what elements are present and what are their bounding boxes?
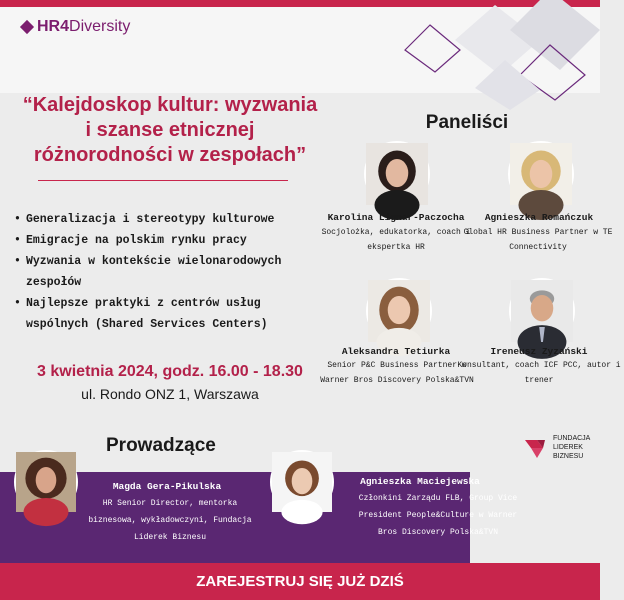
foundation-line: LIDEREK <box>553 444 583 451</box>
panelist-role: Socjolożka, edukatorka, coach i ekspertka HR <box>321 228 471 252</box>
foundation-line: BIZNESU <box>553 453 584 460</box>
host-photo <box>270 450 334 514</box>
panelist-photo <box>509 278 575 344</box>
event-date: 3 kwietnia 2024, godz. 16.00 - 18.30 <box>37 363 303 380</box>
host-role: HR Senior Director, mentorka biznesowa, wykładowczyni, Fundacja Liderek Biznesu <box>88 499 252 542</box>
fundacja-liderek-biznesu-logo[interactable] <box>521 432 601 472</box>
topic-item: • Generalizacja i stereotypy kulturowe <box>14 209 314 230</box>
host-name: Magda Gera-Pikulska <box>112 481 222 492</box>
hr4diversity-logo[interactable] <box>22 18 130 36</box>
topic-item: • Najlepsze praktyki z centrów usług wspólnych (Shared Services Centers) <box>14 293 314 335</box>
foundation-line: FUNDACJA <box>553 435 591 442</box>
panelist-photo <box>366 278 432 344</box>
foundation-mark-icon <box>521 434 549 462</box>
diamond-icon <box>20 20 34 34</box>
event-address: ul. Rondo ONZ 1, Warszawa <box>81 386 259 402</box>
topic-item: • Emigracje na polskim rynku pracy <box>14 230 314 251</box>
decorative-diamonds <box>400 0 600 110</box>
panelist-photo <box>364 141 430 207</box>
panelist-name: Karolina Lignar-Paczocha <box>327 212 465 223</box>
hosts-heading: Prowadzące <box>106 435 216 456</box>
panelist-name: Agnieszka Romańczuk <box>484 212 594 223</box>
panelist-role: Senior P&C Business Partner w Warner Bros Discovery Polska&TVN <box>320 361 474 385</box>
panelist-name: Ireneusz Zyzański <box>490 346 588 357</box>
register-button[interactable]: ZAREJESTRUJ SIĘ JUŻ DZIŚ <box>0 563 600 600</box>
panelists-heading: Paneliści <box>425 112 509 133</box>
topics-list <box>14 209 314 335</box>
topic-item: • Wyzwania w kontekście wielonarodowych zespołów <box>14 251 314 293</box>
logo-regular-text: Diversity <box>69 18 131 35</box>
host-role: Członkini Zarządu FLB, Group Vice President People&Culture w Warner Bros Discovery Polska&TVN <box>358 494 518 537</box>
title-divider <box>38 180 288 181</box>
foundation-name <box>553 434 590 461</box>
event-title: “Kalejdoskop kultur: wyzwania i szanse etnicznej różnorodności w zespołach” <box>22 94 318 166</box>
panelist-role: Global HR Business Partner w TE Connectivity <box>463 228 613 252</box>
panelist-photo <box>508 141 574 207</box>
panelist-name: Aleksandra Tetiurka <box>341 346 451 357</box>
panelist-role: Konsultant, coach ICF PCC, autor i trener <box>457 361 621 385</box>
logo-bold-text: HR4 <box>37 18 70 35</box>
host-photo <box>14 450 78 514</box>
host-name: Agnieszka Maciejewska <box>360 476 480 487</box>
